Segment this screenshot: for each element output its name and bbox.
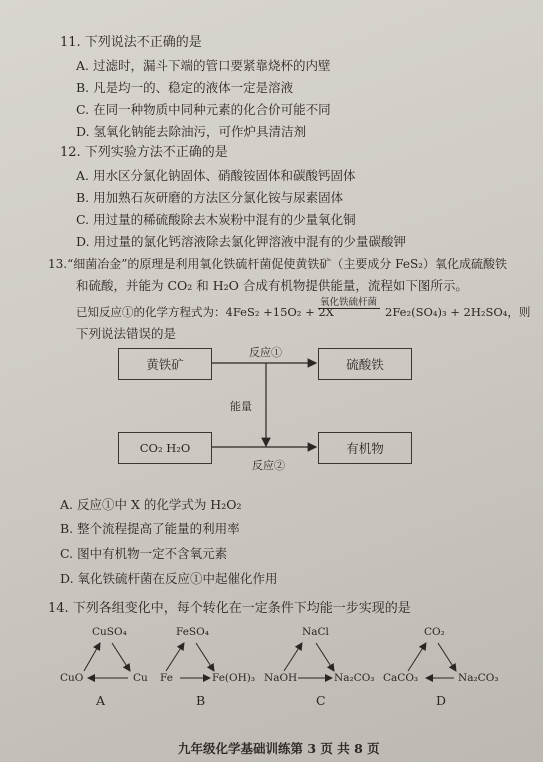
q14-a-letter: A [96, 693, 106, 708]
diagram-box-iron-sulfate: 硫酸铁 [318, 348, 412, 380]
q11-option-a: A. 过滤时，漏斗下端的管口要紧靠烧杯的内壁 [76, 58, 331, 73]
q11-option-d: D. 氢氧化钠能去除油污，可作炉具清洁剂 [76, 124, 307, 139]
q13-equation-catalyst: 氧化铁硫杆菌 [320, 297, 378, 308]
diagram-box-organic: 有机物 [318, 432, 412, 464]
diagram-label-reaction2: 反应② [252, 459, 285, 472]
diagram-label-reaction1: 反应① [249, 346, 282, 359]
q11-option-c: C. 在同一种物质中同种元素的化合价可能不同 [76, 102, 331, 117]
q12-option-a: A. 用水区分氯化钠固体、硝酸铵固体和碳酸钙固体 [76, 168, 356, 183]
q14-a-left: CuO [60, 672, 84, 684]
q12-option-c: C. 用过量的稀硫酸除去木炭粉中混有的少量氧化铜 [76, 212, 356, 227]
q13-stem-line3: 下列说法错误的是 [76, 326, 177, 341]
q14-a-top: CuSO₄ [92, 626, 127, 638]
q14-c-top: NaCl [302, 626, 329, 638]
q12-stem: 12. 下列实验方法不正确的是 [60, 145, 228, 160]
q14-a-right: Cu [133, 672, 148, 684]
q14-d-letter: D [436, 693, 447, 708]
q14-b-right: Fe(OH)₃ [212, 672, 256, 684]
q12-option-d: D. 用过量的氯化钙溶液除去氯化钾溶液中混有的少量碳酸钾 [76, 234, 407, 249]
q13-option-b: B. 整个流程提高了能量的利用率 [60, 521, 240, 536]
q13-equation-prefix: 已知反应①的化学方程式为：4FeS₂ +15O₂ + 2X [76, 305, 334, 319]
page-footer: 九年级化学基础训练第 3 页 共 8 页 [178, 741, 380, 756]
q13-option-d: D. 氧化铁硫杆菌在反应①中起催化作用 [60, 571, 278, 586]
q14-c-left: NaOH [264, 672, 298, 684]
q14-stem: 14. 下列各组变化中，每个转化在一定条件下均能一步实现的是 [48, 601, 411, 616]
q13-option-a: A. 反应①中 X 的化学式为 H₂O₂ [60, 497, 242, 512]
q13-stem-line1: 13.“细菌冶金”的原理是利用氧化铁硫杆菌促使黄铁矿（主要成分 FeS₂）氧化成硫酸铁 [48, 257, 507, 271]
q14-d-top: CO₂ [424, 626, 445, 638]
diagram-box-pyrite: 黄铁矿 [118, 348, 212, 380]
q14-d-right: Na₂CO₃ [458, 672, 499, 684]
q14-c-right: Na₂CO₃ [334, 672, 375, 684]
q14-b-letter: B [196, 693, 206, 708]
q14-c-letter: C [316, 693, 326, 708]
q13-option-c: C. 图中有机物一定不含氧元素 [60, 546, 228, 561]
q13-equation-suffix: 2Fe₂(SO₄)₃ + 2H₂SO₄，则 [385, 305, 531, 319]
q11-option-b: B. 凡是均一的、稳定的液体一定是溶液 [76, 80, 294, 95]
q12-option-b: B. 用加熟石灰研磨的方法区分氯化铵与尿素固体 [76, 190, 344, 205]
q13-stem-line2: 和硫酸，并能为 CO₂ 和 H₂O 合成有机物提供能量，流程如下图所示。 [76, 278, 468, 293]
diagram-box-co2-h2o: CO₂ H₂O [118, 432, 212, 464]
q14-d-left: CaCO₃ [383, 672, 419, 684]
q14-b-left: Fe [160, 672, 173, 684]
q14-b-top: FeSO₄ [176, 626, 209, 638]
q11-stem: 11. 下列说法不正确的是 [60, 35, 202, 50]
diagram-label-energy: 能量 [230, 400, 252, 413]
